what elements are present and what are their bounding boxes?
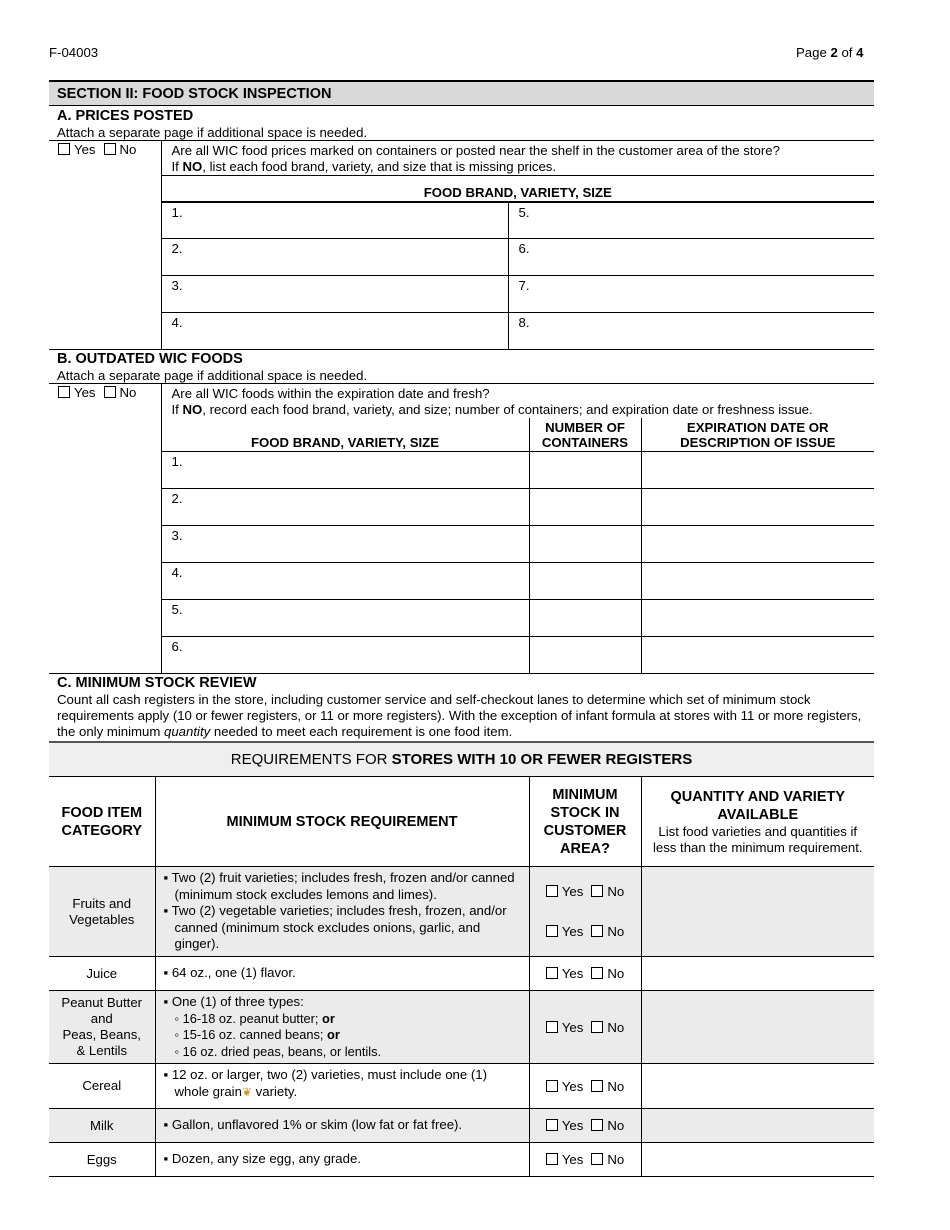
outdated-yes-no — [49, 384, 161, 674]
col-food-category: FOOD ITEM CATEGORY — [49, 777, 155, 867]
category-milk: Milk — [49, 1109, 155, 1143]
row-peanut-butter-beans — [49, 991, 874, 1064]
outdated-issue-4[interactable] — [641, 562, 874, 599]
yes-label: Yes — [74, 385, 96, 400]
whole-grain-icon: ❦ — [241, 1084, 253, 1099]
form-id: F-04003 — [49, 45, 99, 60]
outdated-col-brand: FOOD BRAND, VARIETY, SIZE — [161, 418, 529, 451]
requirements-title: REQUIREMENTS FOR STORES WITH 10 OR FEWER REGISTERS — [49, 742, 874, 777]
prices-entry-4[interactable]: 4. — [161, 313, 508, 350]
requirements-table — [49, 741, 874, 1178]
stock-cereal: Yes No — [529, 1064, 641, 1109]
outdated-count-3[interactable] — [529, 525, 641, 562]
prices-instruction: If NO, list each food brand, variety, and size that is missing prices. — [171, 159, 557, 174]
category-peanut: Peanut Butter and Peas, Beans, & Lentils — [49, 991, 155, 1064]
prices-question-text: Are all WIC food prices marked on containers or posted near the shelf in the customer area of the store? — [171, 143, 780, 158]
requirement-cereal: ▪ 12 oz. or larger, two (2) varieties, must include one (1) whole grain❦ variety. — [155, 1064, 529, 1109]
col-minimum-requirement: MINIMUM STOCK REQUIREMENT — [155, 777, 529, 867]
fruits-no-checkbox[interactable] — [591, 885, 603, 897]
prices-yes-checkbox[interactable] — [58, 143, 70, 155]
outdated-count-4[interactable] — [529, 562, 641, 599]
milk-yes-checkbox[interactable] — [546, 1119, 558, 1131]
outdated-issue-2[interactable] — [641, 488, 874, 525]
minimum-title: C. MINIMUM STOCK REVIEW — [57, 674, 257, 691]
outdated-count-5[interactable] — [529, 599, 641, 636]
outdated-table — [49, 383, 874, 674]
quantity-eggs[interactable] — [641, 1143, 874, 1177]
yes-label: Yes — [74, 142, 96, 157]
prices-column-header: FOOD BRAND, VARIETY, SIZE — [161, 176, 874, 202]
minimum-description: Count all cash registers in the store, including customer service and self-checkout lanes to determine which set of minimum stock requirements apply (10 or fewer registers, or 11 or more registers). With the exception of infant formula at stores with 11 or more registers, the only minimum quantity needed to meet each requirement is one food item. — [57, 691, 862, 739]
page-number: Page 2 of 4 — [796, 45, 864, 60]
prices-title: A. PRICES POSTED — [57, 108, 194, 124]
row-fruits-vegetables — [49, 867, 874, 957]
col-quantity-variety: QUANTITY AND VARIETY AVAILABLE List food varieties and quantities if less than the minimum requirement. — [641, 777, 874, 867]
row-juice — [49, 957, 874, 991]
eggs-yes-checkbox[interactable] — [546, 1153, 558, 1165]
requirement-peanut: ▪ One (1) of three types: ◦ 16-18 oz. peanut butter; or ◦ 15-16 oz. canned beans; or ◦ 16 oz. dried peas, beans, or lentils. — [155, 991, 529, 1064]
no-label: No — [119, 385, 137, 400]
requirement-juice: ▪ 64 oz., one (1) flavor. — [155, 957, 529, 991]
outdated-col-expiration: EXPIRATION DATE OR DESCRIPTION OF ISSUE — [641, 418, 874, 451]
outdated-entry-5[interactable]: 5. — [161, 599, 529, 636]
prices-entry-5[interactable]: 5. — [508, 202, 874, 239]
quantity-fruits[interactable] — [641, 867, 874, 957]
quantity-milk[interactable] — [641, 1109, 874, 1143]
stock-peanut: Yes No — [529, 991, 641, 1064]
prices-entry-3[interactable]: 3. — [161, 276, 508, 313]
juice-yes-checkbox[interactable] — [546, 967, 558, 979]
col-minimum-stock: MINIMUM STOCK IN CUSTOMER AREA? — [529, 777, 641, 867]
prices-entry-8[interactable]: 8. — [508, 313, 874, 350]
cereal-yes-checkbox[interactable] — [546, 1080, 558, 1092]
outdated-col-count: NUMBER OF CONTAINERS — [529, 418, 641, 451]
prices-question — [161, 141, 874, 176]
outdated-issue-5[interactable] — [641, 599, 874, 636]
prices-entry-6[interactable]: 6. — [508, 239, 874, 276]
requirement-fruits: ▪ Two (2) fruit varieties; includes fresh, frozen and/or canned (minimum stock excludes lemons and limes). ▪ Two (2) vegetable varieties; includes fresh, frozen, and/or canned (minimum stock excludes onions, garlic, and ginger). — [155, 867, 529, 957]
outdated-entry-6[interactable]: 6. — [161, 636, 529, 673]
prices-entry-1[interactable]: 1. — [161, 202, 508, 239]
quantity-cereal[interactable] — [641, 1064, 874, 1109]
requirement-eggs: ▪ Dozen, any size egg, any grade. — [155, 1143, 529, 1177]
stock-eggs: Yes No — [529, 1143, 641, 1177]
outdated-issue-1[interactable] — [641, 451, 874, 488]
row-eggs — [49, 1143, 874, 1177]
outdated-instruction: If NO, record each food brand, variety, and size; number of containers; and expiration date or freshness issue. — [171, 402, 813, 417]
category-juice: Juice — [49, 957, 155, 991]
prices-note: Attach a separate page if additional space is needed. — [57, 125, 368, 140]
peanut-no-checkbox[interactable] — [591, 1021, 603, 1033]
row-cereal — [49, 1064, 874, 1109]
outdated-title: B. OUTDATED WIC FOODS — [57, 351, 243, 367]
outdated-count-6[interactable] — [529, 636, 641, 673]
outdated-no-checkbox[interactable] — [104, 386, 116, 398]
outdated-entry-2[interactable]: 2. — [161, 488, 529, 525]
outdated-issue-6[interactable] — [641, 636, 874, 673]
form-content — [49, 80, 874, 1177]
no-label: No — [119, 142, 137, 157]
prices-yes-no — [49, 141, 161, 350]
prices-table — [49, 140, 874, 350]
category-fruits: Fruits and Vegetables — [49, 867, 155, 957]
category-eggs: Eggs — [49, 1143, 155, 1177]
outdated-question-text: Are all WIC foods within the expiration date and fresh? — [171, 386, 490, 401]
prices-entry-7[interactable]: 7. — [508, 276, 874, 313]
stock-fruits: Yes No Yes No — [529, 867, 641, 957]
peanut-yes-checkbox[interactable] — [546, 1021, 558, 1033]
fruits-yes-checkbox[interactable] — [546, 885, 558, 897]
requirement-milk: ▪ Gallon, unflavored 1% or skim (low fat or fat free). — [155, 1109, 529, 1143]
quantity-juice[interactable] — [641, 957, 874, 991]
outdated-entry-4[interactable]: 4. — [161, 562, 529, 599]
row-milk — [49, 1109, 874, 1143]
outdated-issue-3[interactable] — [641, 525, 874, 562]
milk-no-checkbox[interactable] — [591, 1119, 603, 1131]
outdated-note: Attach a separate page if additional space is needed. — [57, 368, 368, 383]
outdated-count-1[interactable] — [529, 451, 641, 488]
stock-milk: Yes No — [529, 1109, 641, 1143]
vegetables-no-checkbox[interactable] — [591, 925, 603, 937]
stock-juice: Yes No — [529, 957, 641, 991]
outdated-yes-checkbox[interactable] — [58, 386, 70, 398]
quantity-peanut[interactable] — [641, 991, 874, 1064]
juice-no-checkbox[interactable] — [591, 967, 603, 979]
cereal-no-checkbox[interactable] — [591, 1080, 603, 1092]
eggs-no-checkbox[interactable] — [591, 1153, 603, 1165]
outdated-question — [161, 384, 874, 419]
category-cereal: Cereal — [49, 1064, 155, 1109]
outdated-count-2[interactable] — [529, 488, 641, 525]
prices-entry-2[interactable]: 2. — [161, 239, 508, 276]
outdated-entry-3[interactable]: 3. — [161, 525, 529, 562]
prices-no-checkbox[interactable] — [104, 143, 116, 155]
vegetables-yes-checkbox[interactable] — [546, 925, 558, 937]
outdated-entry-1[interactable]: 1. — [161, 451, 529, 488]
section-title: SECTION II: FOOD STOCK INSPECTION — [49, 80, 874, 106]
